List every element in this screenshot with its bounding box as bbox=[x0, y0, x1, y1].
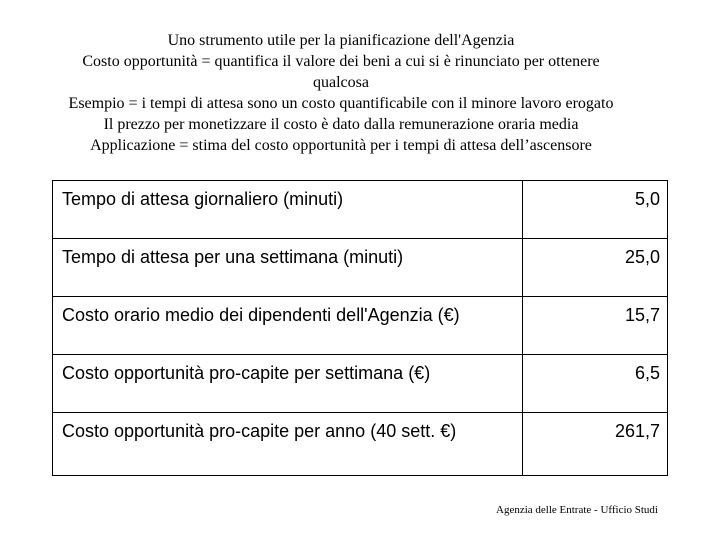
table-row bbox=[53, 297, 667, 355]
table-row bbox=[53, 239, 667, 297]
row-label: Tempo di attesa per una settimana (minuti) bbox=[53, 239, 523, 296]
intro-line-application: Applicazione = stima del costo opportunità per i tempi di attesa dell’ascensore bbox=[90, 137, 592, 154]
row-label: Tempo di attesa giornaliero (minuti) bbox=[53, 181, 523, 238]
intro-line-title: Uno strumento utile per la pianificazione dell'Agenzia bbox=[167, 32, 515, 49]
intro-line-example: Esempio = i tempi di attesa sono un costo quantificabile con il minore lavoro erogato bbox=[68, 95, 614, 112]
row-value: 25,0 bbox=[624, 247, 660, 267]
row-label: Costo orario medio dei dipendenti dell'Agenzia (€) bbox=[53, 297, 523, 354]
row-value: 261,7 bbox=[614, 421, 660, 441]
footer-credit: Agenzia delle Entrate - Ufficio Studi bbox=[496, 504, 658, 516]
row-label: Costo opportunità pro-capite per settimana (€) bbox=[53, 355, 523, 412]
intro-line-definition-cont: qualcosa bbox=[313, 74, 369, 91]
row-value: 6,5 bbox=[634, 363, 660, 383]
intro-line-price: Il prezzo per monetizzare il costo è dato dalla remunerazione oraria media bbox=[103, 116, 579, 133]
table-row bbox=[53, 355, 667, 413]
row-value: 15,7 bbox=[624, 305, 660, 325]
table-row bbox=[53, 181, 667, 239]
row-value: 5,0 bbox=[634, 189, 660, 209]
table-row bbox=[53, 413, 667, 475]
cost-table bbox=[52, 180, 668, 476]
intro-text bbox=[20, 30, 662, 156]
intro-line-definition: Costo opportunità = quantifica il valore dei beni a cui si è rinunciato per ottenere bbox=[82, 53, 600, 70]
row-label: Costo opportunità pro-capite per anno (40 sett. €) bbox=[53, 413, 523, 475]
